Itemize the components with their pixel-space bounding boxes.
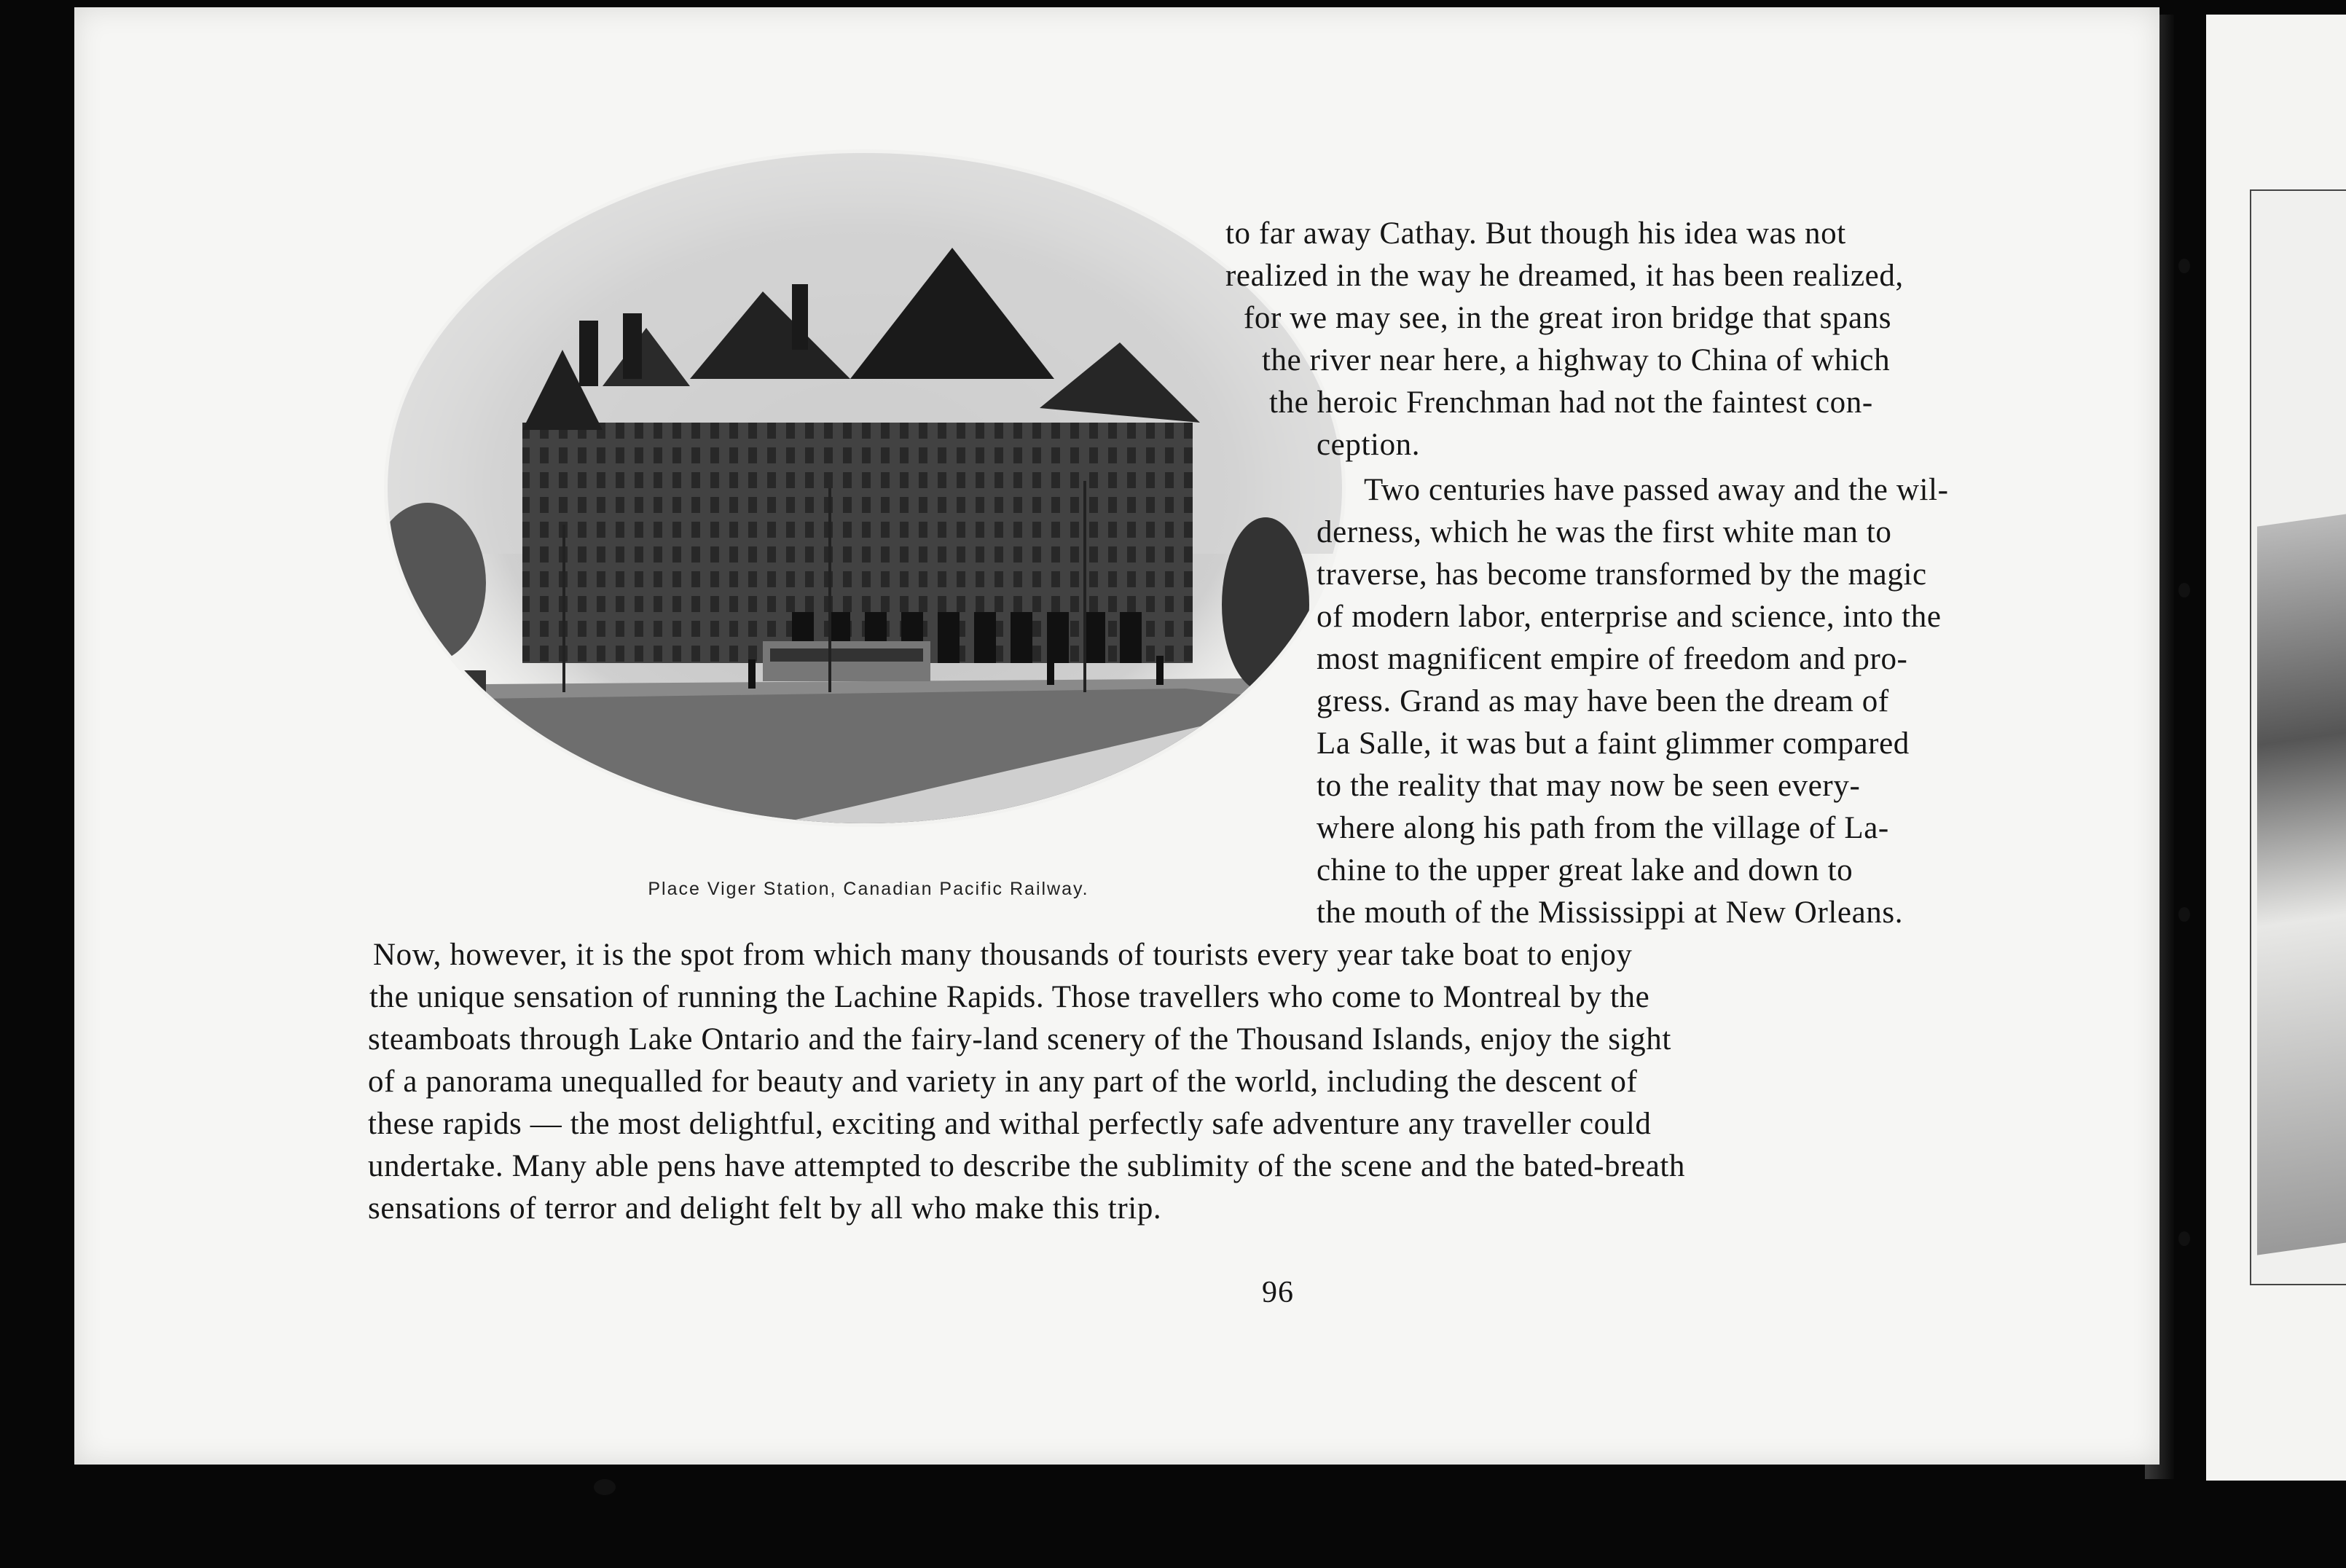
text-line: of modern labor, enterprise and science, into the <box>1317 600 1942 634</box>
text-line: undertake. Many able pens have attempted to describe the sublimity of the scene and the bated-breath <box>368 1149 1686 1183</box>
text-line: the heroic Frenchman had not the faintest con- <box>1269 385 1873 420</box>
binding-hole <box>2178 583 2190 597</box>
text-line: gress. Grand as may have been the dream of <box>1317 684 1889 718</box>
text-line: realized in the way he dreamed, it has been realized, <box>1225 259 1904 293</box>
text-line: where along his path from the village of La- <box>1317 811 1889 845</box>
text-line: steamboats through Lake Ontario and the fairy-land scenery of the Thousand Islands, enjoy the sight <box>368 1022 1671 1057</box>
scan-speck <box>594 1479 616 1495</box>
binding-hole <box>2178 259 2190 273</box>
text-line: the mouth of the Mississippi at New Orleans. <box>1317 895 1904 930</box>
text-line: the unique sensation of running the Lachine Rapids. Those travellers who come to Montreal by the <box>369 980 1650 1014</box>
text-line: derness, which he was the first white man to <box>1317 515 1892 549</box>
text-line: Now, however, it is the spot from which many thousands of tourists every year take boat to enjoy <box>373 938 1633 972</box>
text-line: sensations of terror and delight felt by all who make this trip. <box>368 1191 1162 1226</box>
text-line: Two centuries have passed away and the wil- <box>1364 473 1949 507</box>
text-line: of a panorama unequalled for beauty and variety in any part of the world, including the descent of <box>368 1065 1638 1099</box>
text-line: the river near here, a highway to China of which <box>1262 343 1891 377</box>
place-viger-station-illustration <box>384 146 1353 831</box>
binding-hole <box>2178 1231 2190 1246</box>
text-line: to the reality that may now be seen every- <box>1317 769 1861 803</box>
text-line: to far away Cathay. But though his idea was not <box>1225 216 1846 251</box>
next-page-photo <box>2257 508 2346 1255</box>
book-page <box>74 7 2159 1465</box>
text-line: chine to the upper great lake and down to <box>1317 853 1853 887</box>
text-line: traverse, has become transformed by the magic <box>1317 557 1927 592</box>
text-line: most magnificent empire of freedom and pro- <box>1317 642 1908 676</box>
text-line: these rapids — the most delightful, exciting and withal perfectly safe adventure any traveller could <box>368 1107 1652 1141</box>
text-line: La Salle, it was but a faint glimmer compared <box>1317 726 1910 761</box>
page-number: 96 <box>1262 1276 1294 1309</box>
text-line: for we may see, in the great iron bridge that spans <box>1244 301 1892 335</box>
text-line: ception. <box>1317 428 1421 462</box>
binding-hole <box>2178 907 2190 922</box>
photo-caption: Place Viger Station, Canadian Pacific Railway. <box>648 879 1089 899</box>
station-photograph <box>384 146 1353 831</box>
next-page-fragment <box>2206 15 2346 1481</box>
